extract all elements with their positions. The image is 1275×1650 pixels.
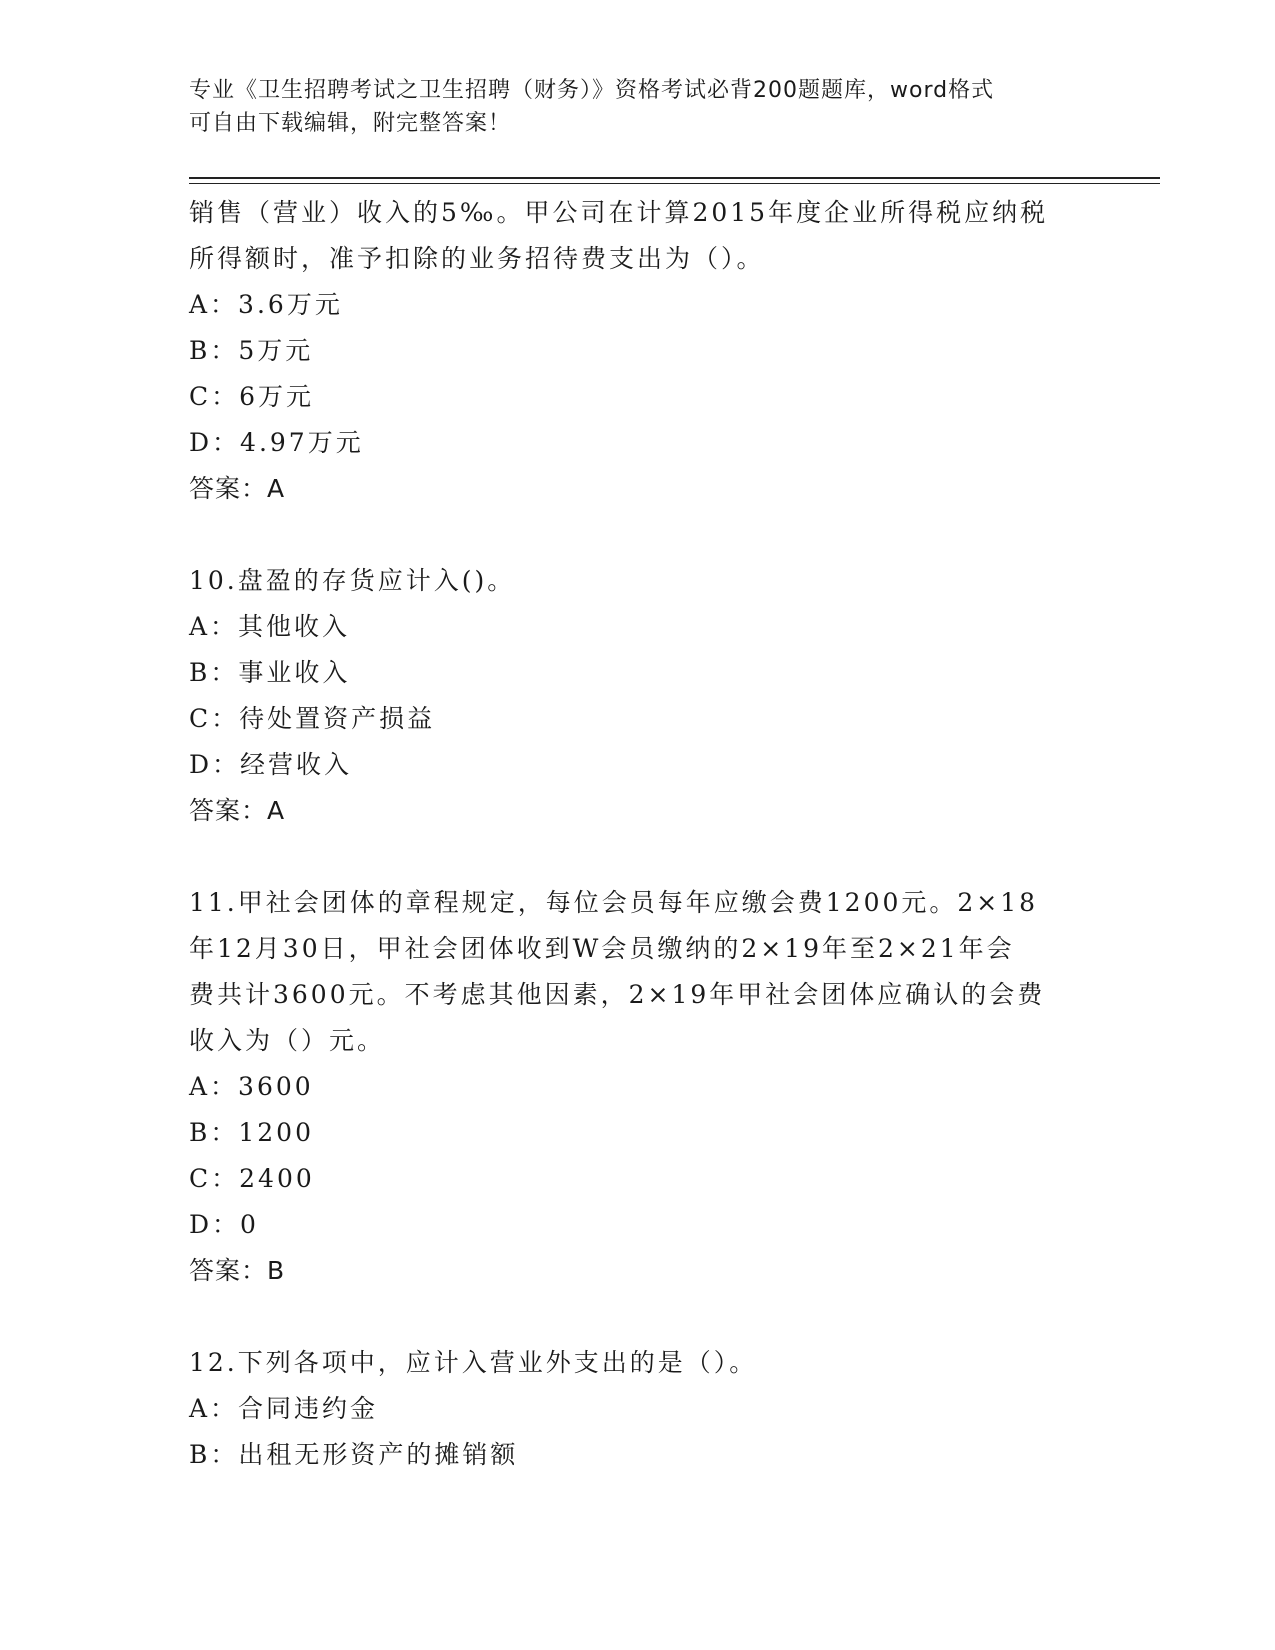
answer-line: 答案：A (189, 796, 286, 825)
question-block (189, 880, 1079, 1294)
question-text-line: 销售（营业）收入的5‰。甲公司在计算2015年度企业所得税应纳税 (189, 198, 1049, 227)
question-text-line: 10.盘盈的存货应计入()。 (189, 566, 516, 595)
option-b: B：1200 (189, 1118, 314, 1147)
question-text-line: 费共计3600元。不考虑其他因素，2×19年甲社会团体应确认的会费 (189, 980, 1046, 1009)
option-a: A：3600 (189, 1072, 314, 1101)
option-d: D：4.97万元 (189, 428, 364, 457)
header-divider-thin (189, 183, 1160, 184)
question-text-line: 年12月30日，甲社会团体收到W会员缴纳的2×19年至2×21年会 (189, 934, 1015, 963)
option-c: C：6万元 (189, 382, 315, 411)
option-c: C：2400 (189, 1164, 315, 1193)
header-title-line-2: 可自由下载编辑，附完整答案！ (189, 111, 512, 136)
option-d: D：0 (189, 1210, 259, 1239)
question-block (189, 190, 1079, 512)
option-a: A：3.6万元 (189, 290, 343, 319)
document-header (189, 74, 1069, 140)
answer-line: 答案：B (189, 1256, 286, 1285)
question-text-line: 12.下列各项中，应计入营业外支出的是（）。 (189, 1348, 758, 1377)
header-divider-thick (189, 177, 1160, 179)
question-block (189, 558, 1079, 834)
question-text-line: 11.甲社会团体的章程规定，每位会员每年应缴会费1200元。2×18 (189, 888, 1039, 917)
question-text-line: 收入为（）元。 (189, 1026, 386, 1055)
option-b: B：5万元 (189, 336, 314, 365)
option-c: C：待处置资产损益 (189, 704, 436, 733)
option-d: D：经营收入 (189, 750, 353, 779)
question-block (189, 1340, 1079, 1478)
option-a: A：其他收入 (189, 612, 351, 641)
option-a: A：合同违约金 (189, 1394, 379, 1423)
option-b: B：出租无形资产的摊销额 (189, 1440, 519, 1469)
document-body (189, 190, 1079, 1478)
answer-line: 答案：A (189, 474, 286, 503)
option-b: B：事业收入 (189, 658, 351, 687)
header-title-line-1: 专业《卫生招聘考试之卫生招聘（财务）》资格考试必背200题题库，word格式 (189, 78, 995, 103)
question-text-line: 所得额时，准予扣除的业务招待费支出为（）。 (189, 244, 765, 273)
